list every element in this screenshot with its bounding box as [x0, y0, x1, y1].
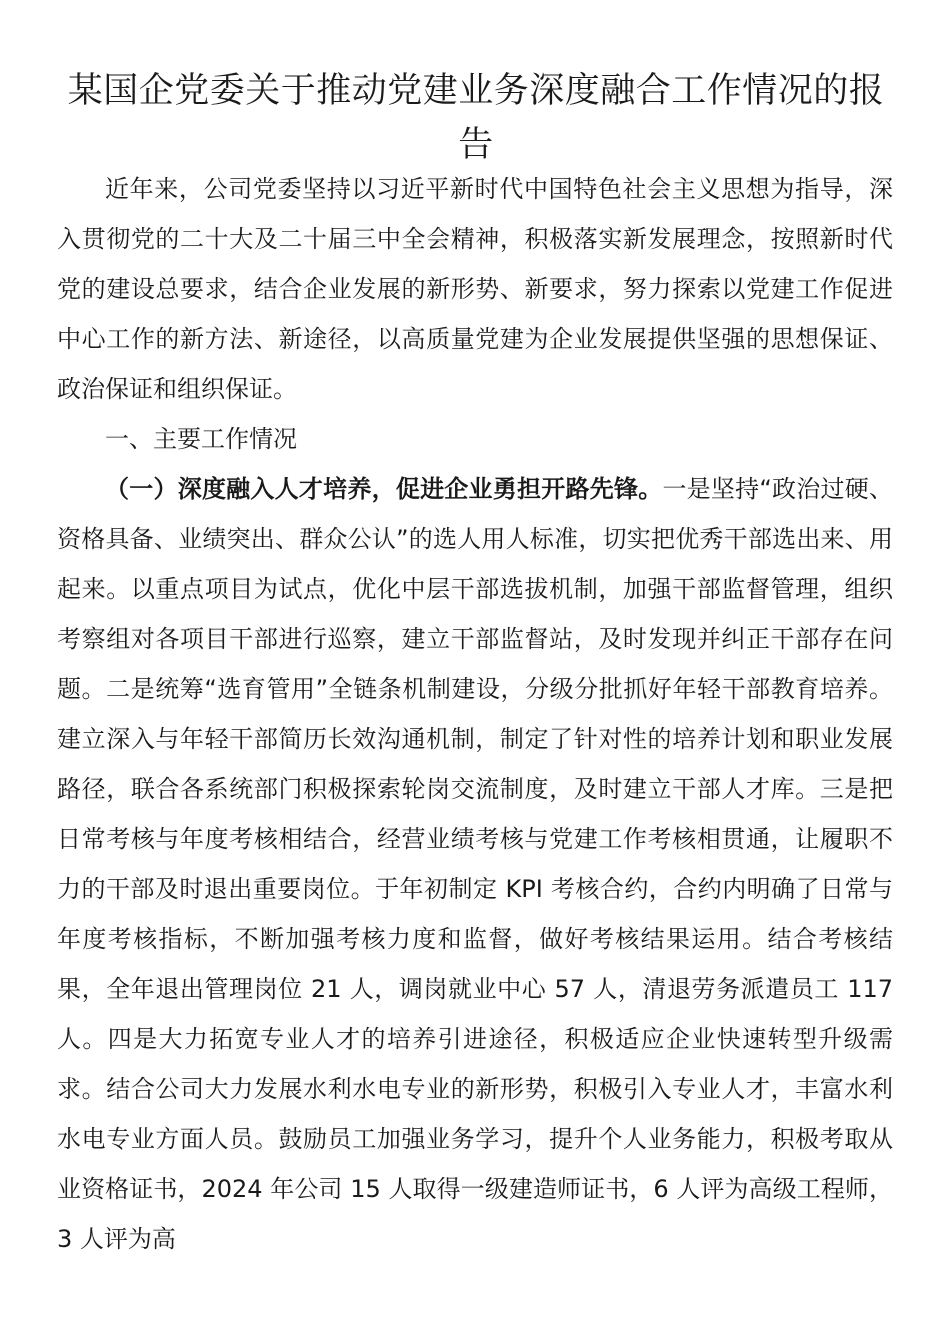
- document-body: [57, 164, 893, 1264]
- intro-paragraph: 近年来，公司党委坚持以习近平新时代中国特色社会主义思想为指导，深入贯彻党的二十大及二十届三中全会精神，积极落实新发展理念，按照新时代党的建设总要求，结合企业发展的新形势、新要求，努力探索以党建工作促进中心工作的新方法、新途径，以高质量党建为企业发展提供坚强的思想保证、政治保证和组织保证。: [57, 175, 893, 403]
- section-heading-main-work: 一、主要工作情况: [105, 425, 297, 453]
- subsection-paragraph-talent: [57, 464, 893, 1264]
- subsection-lead-talent: （一）深度融入人才培养，促进企业勇担开路先锋。: [105, 475, 663, 503]
- document-title: 某国企党委关于推动党建业务深度融合工作情况的报告: [67, 71, 885, 165]
- subsection-body-talent: 一是坚持“政治过硬、资格具备、业绩突出、群众公认”的选人用人标准，切实把优秀干部选出来、用起来。以重点项目为试点，优化中层干部选拔机制，加强干部监督管理，组织考察组对各项目干部进行巡察，建立干部监督站，及时发现并纠正干部存在问题。二是统筹“选育管用”全链条机制建设，分级分批抓好年轻干部教育培养。建立深入与年轻干部简历长效沟通机制，制定了针对性的培养计划和职业发展路径，联合各系统部门积极探索轮岗交流制度，及时建立干部人才库。三是把日常考核与年度考核相结合，经营业绩考核与党建工作考核相贯通，让履职不力的干部及时退出重要岗位。于年初制定 KPI 考核合约，合约内明确了日常与年度考核指标，不断加强考核力度和监督，做好考核结果运用。结合考核结果，全年退出管理岗位 21 人，调岗就业中心 57 人，清退劳务派遣员工 117 人。四是大力拓宽专业人才的培养引进途径，积极适应企业快速转型升级需求。结合公司大力发展水利水电专业的新形势，积极引入专业人才，丰富水利水电专业方面人员。鼓励员工加强业务学习，提升个人业务能力，积极考取从业资格证书，2024 年公司 15 人取得一级建造师证书，6 人评为高级工程师，3 人评为高: [57, 475, 893, 1253]
